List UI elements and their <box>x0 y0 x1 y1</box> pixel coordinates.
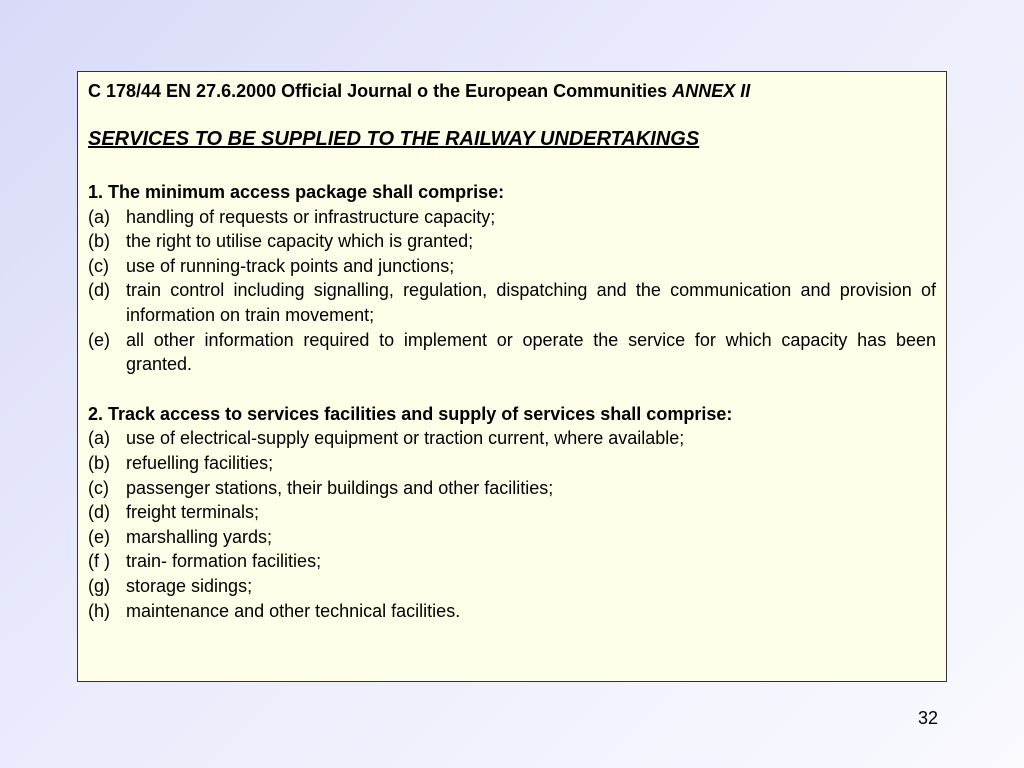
list-item <box>88 278 936 327</box>
item-marker: (e) <box>88 329 110 350</box>
section-heading: 2. Track access to services facilities and supply of services shall comprise: <box>88 403 733 424</box>
list-item <box>88 500 936 525</box>
page-title: SERVICES TO BE SUPPLIED TO THE RAILWAY UNDERTAKINGS <box>88 128 700 150</box>
item-text: refuelling facilities; <box>126 452 274 473</box>
item-marker: (c) <box>88 477 109 498</box>
list-item <box>88 205 936 230</box>
item-text: train control including signalling, regulation, dispatching and the communication and provision of information on train movement; <box>126 280 936 325</box>
item-text: storage sidings; <box>126 575 253 596</box>
item-marker: (a) <box>88 206 110 227</box>
item-text: freight terminals; <box>126 502 260 523</box>
item-text: the right to utilise capacity which is granted; <box>126 231 474 252</box>
item-text: use of electrical-supply equipment or traction current, where available; <box>126 428 685 449</box>
item-marker: (e) <box>88 526 110 547</box>
list-item <box>88 254 936 279</box>
item-list <box>88 426 936 623</box>
journal-reference <box>88 78 936 104</box>
item-text: maintenance and other technical facilities. <box>126 600 461 621</box>
item-marker: (b) <box>88 452 110 473</box>
item-text: all other information required to implement or operate the service for which capacity has been granted. <box>126 329 936 375</box>
page-number: 32 <box>917 708 938 728</box>
item-text: handling of requests or infrastructure capacity; <box>126 206 496 227</box>
item-marker: (h) <box>88 600 110 621</box>
item-text: passenger stations, their buildings and other facilities; <box>126 477 554 498</box>
item-marker: (f ) <box>88 551 110 572</box>
item-marker: (a) <box>88 428 110 449</box>
list-item <box>88 574 936 599</box>
list-item <box>88 328 936 377</box>
item-text: use of running-track points and junctions; <box>126 255 455 276</box>
item-list <box>88 205 936 377</box>
item-marker: (c) <box>88 255 109 276</box>
section-services-facilities <box>88 402 936 623</box>
item-marker: (b) <box>88 231 110 252</box>
content-box <box>77 71 947 682</box>
item-text: train- formation facilities; <box>126 551 322 572</box>
list-item <box>88 229 936 254</box>
journal-ref-text: C 178/44 EN 27.6.2000 Official Journal o the European Communities <box>88 81 668 101</box>
list-item <box>88 476 936 501</box>
list-item <box>88 451 936 476</box>
list-item <box>88 599 936 624</box>
section-minimum-access <box>88 180 936 377</box>
item-marker: (d) <box>88 280 110 301</box>
annex-label: ANNEX II <box>672 81 751 101</box>
item-marker: (d) <box>88 502 110 523</box>
list-item <box>88 525 936 550</box>
list-item <box>88 549 936 574</box>
section-heading: 1. The minimum access package shall comprise: <box>88 182 505 202</box>
item-text: marshalling yards; <box>126 526 273 547</box>
item-marker: (g) <box>88 575 110 596</box>
list-item <box>88 426 936 451</box>
